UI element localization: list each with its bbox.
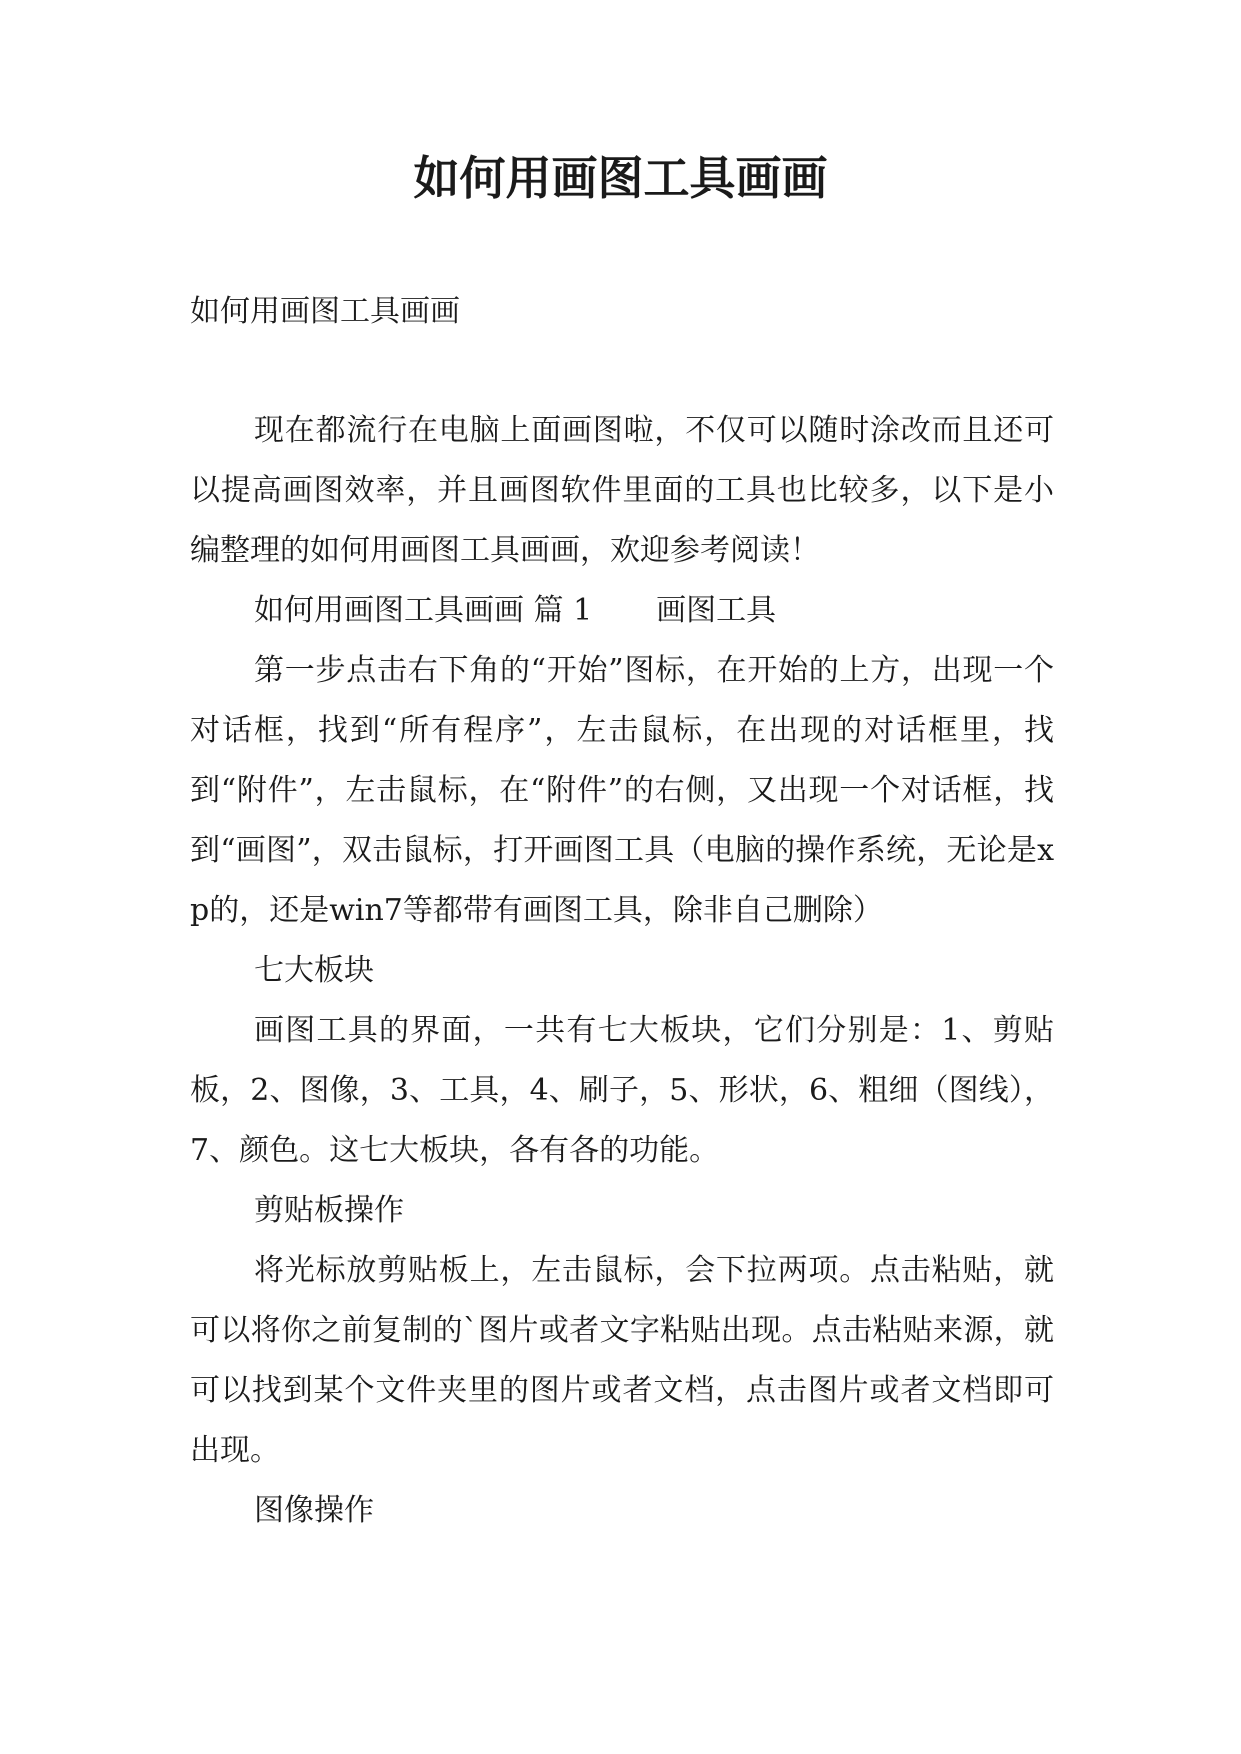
document-title: 如何用画图工具画画	[413, 151, 828, 205]
step-one-paragraph: 第一步点击右下角的“开始”图标，在开始的上方，出现一个对话框，找到“所有程序”，左击鼠标，在出现的对话框里，找到“附件”，左击鼠标，在“附件”的右侧，又出现一个对话框，找到“画图”，双击鼠标，打开画图工具（电脑的操作系统，无论是xp的，还是win7等都带有画图工具，除非自己删除）	[190, 653, 1054, 928]
section-heading-number: 如何用画图工具画画 篇 1	[254, 593, 593, 628]
section-heading	[190, 581, 1054, 641]
seven-blocks-heading: 七大板块	[254, 953, 374, 988]
clipboard-paragraph: 将光标放剪贴板上，左击鼠标，会下拉两项。点击粘贴，就可以将你之前复制的`图片或者文字粘贴出现。点击粘贴来源，就可以找到某个文件夹里的图片或者文档，点击图片或者文档即可出现。	[190, 1253, 1054, 1468]
clipboard-heading: 剪贴板操作	[254, 1193, 404, 1228]
image-operations-heading: 图像操作	[254, 1493, 374, 1528]
seven-blocks-paragraph: 画图工具的界面，一共有七大板块，它们分别是：1、剪贴板，2、图像，3、工具，4、刷子，5、形状，6、粗细（图线），7、颜色。这七大板块，各有各的功能。	[190, 1013, 1054, 1168]
section-heading-topic: 画图工具	[656, 593, 777, 628]
document-body	[190, 401, 1054, 1541]
document-subtitle: 如何用画图工具画画	[190, 294, 460, 329]
intro-paragraph: 现在都流行在电脑上面画图啦，不仅可以随时涂改而且还可以提高画图效率，并且画图软件里面的工具也比较多，以下是小编整理的如何用画图工具画画，欢迎参考阅读！	[190, 413, 1054, 568]
